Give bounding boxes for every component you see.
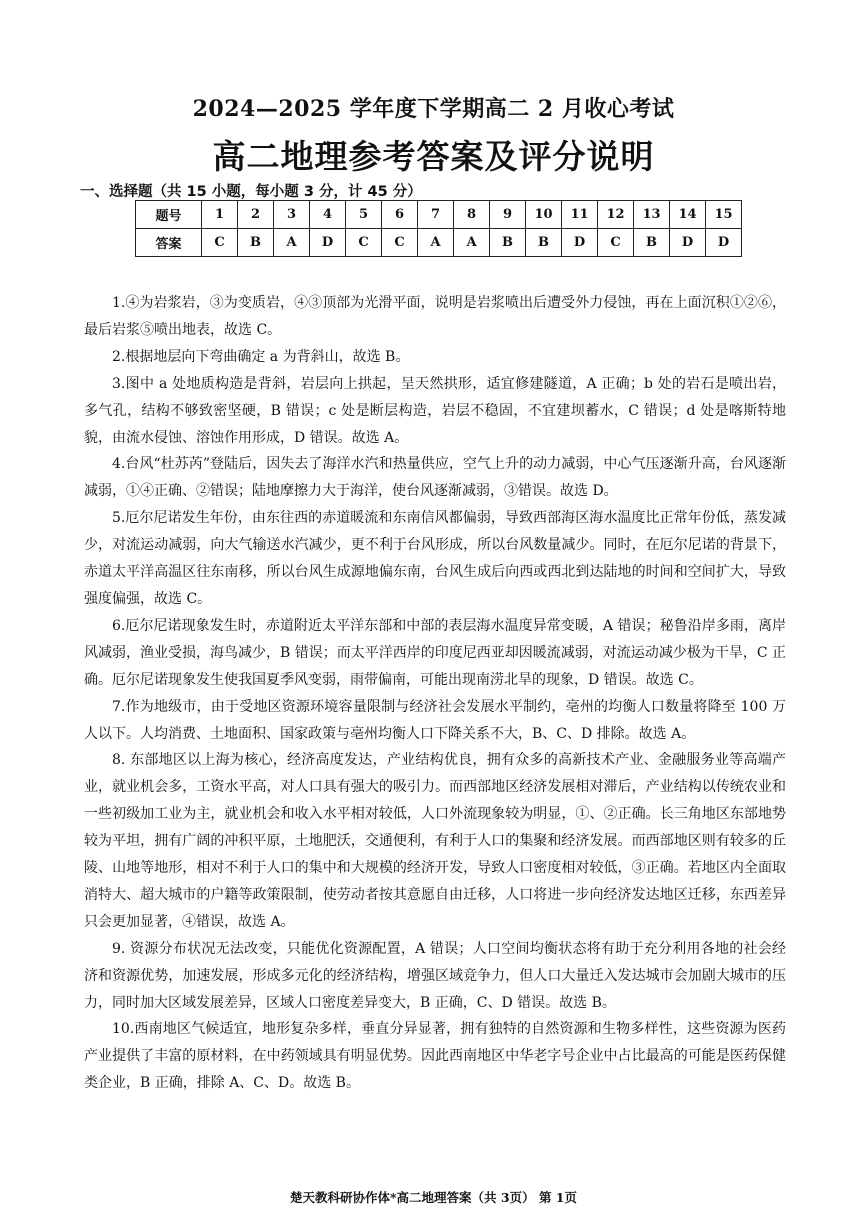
explanation-paragraph: 7.作为地级市，由于受地区资源环境容量限制与经济社会发展水平制约，亳州的均衡人口数量将降至 100 万人以下。人均消费、土地面积、国家政策与亳州均衡人口下降关系不大，B、C、D 排除。故选 A。	[84, 698, 786, 742]
row-label-answer: 答案	[136, 229, 202, 257]
explanations	[84, 290, 786, 1097]
question-number: 14	[670, 201, 706, 229]
answer-letter: A	[274, 229, 310, 257]
question-number: 4	[310, 201, 346, 229]
answer-letter: C	[598, 229, 634, 257]
question-number: 3	[274, 201, 310, 229]
document-title: 高二地理参考答案及评分说明	[212, 137, 655, 176]
section-heading: 一、选择题（共 15 小题，每小题 3 分，计 45 分）	[80, 184, 422, 200]
answer-letter: A	[454, 229, 490, 257]
answer-letter: B	[490, 229, 526, 257]
answer-letter: A	[418, 229, 454, 257]
question-number: 6	[382, 201, 418, 229]
explanation-paragraph: 5.厄尔尼诺发生年份，由东往西的赤道暖流和东南信风都偏弱，导致西部海区海水温度比正常年份低，蒸发减少，对流运动减弱，向大气输送水汽减少，更不利于台风形成，所以台风数量减少。同时，在厄尔尼诺的背景下，赤道太平洋高温区往东南移，所以台风生成源地偏东南，台风生成后向西或西北到达陆地的时间和空间扩大，导致强度偏强，故选 C。	[84, 510, 786, 607]
question-number: 7	[418, 201, 454, 229]
answer-letter: B	[634, 229, 670, 257]
answer-letter: C	[346, 229, 382, 257]
explanation-paragraph: 4.台风“杜苏芮”登陆后，因失去了海洋水汽和热量供应，空气上升的动力减弱，中心气压逐渐升高，台风逐渐减弱，①④正确、②错误；陆地摩擦力大于海洋，使台风逐渐减弱，③错误。故选 D。	[84, 456, 786, 500]
question-number: 15	[706, 201, 742, 229]
page-footer: 楚天教科研协作体*高二地理答案（共 3页） 第 1页	[290, 1190, 577, 1205]
question-number: 12	[598, 201, 634, 229]
answer-letter: C	[382, 229, 418, 257]
question-number: 13	[634, 201, 670, 229]
question-number-row	[136, 201, 742, 229]
explanation-paragraph: 8. 东部地区以上海为核心，经济高度发达，产业结构优良，拥有众多的高新技术产业、金融服务业等高端产业，就业机会多，工资水平高，对人口具有强大的吸引力。而西部地区经济发展相对滞后，产业结构以传统农业和一些初级加工业为主，就业机会和收入水平相对较低，人口外流现象较为明显，①、②正确。长三角地区东部地势较为平坦，拥有广阔的冲积平原，土地肥沃，交通便利，有利于人口的集聚和经济发展。而西部地区则有较多的丘陵、山地等地形，相对不利于人口的集中和大规模的经济开发，导致人口密度相对较低，③正确。若地区内全面取消特大、超大城市的户籍等政策限制，使劳动者按其意愿自由迁移，人口将进一步向经济发达地区迁移，东西差异只会更加显著，④错误，故选 A。	[84, 752, 786, 930]
answer-table	[135, 200, 742, 257]
question-number: 10	[526, 201, 562, 229]
explanation-paragraph: 6.厄尔尼诺现象发生时，赤道附近太平洋东部和中部的表层海水温度异常变暖，A 错误；秘鲁沿岸多雨，离岸风减弱，渔业受损，海鸟减少，B 错误；而太平洋西岸的印度尼西亚却因暖流减弱，对流运动减少极为干旱，C 正确。厄尔尼诺现象发生使我国夏季风变弱，雨带偏南，可能出现南涝北旱的现象，D 错误。故选 C。	[84, 617, 786, 688]
question-number: 8	[454, 201, 490, 229]
row-label-question: 题号	[136, 201, 202, 229]
answer-letter: B	[238, 229, 274, 257]
question-number: 2	[238, 201, 274, 229]
exam-title: 2024—2025 学年度下学期高二 2 月收心考试	[192, 96, 675, 122]
question-number: 5	[346, 201, 382, 229]
answer-letter: C	[202, 229, 238, 257]
explanation-paragraph: 10.西南地区气候适宜，地形复杂多样，垂直分异显著，拥有独特的自然资源和生物多样性，这些资源为医药产业提供了丰富的原材料，在中药领域具有明显优势。因此西南地区中华老字号企业中占比最高的可能是医药保健类企业，B 正确，排除 A、C、D。故选 B。	[84, 1021, 786, 1092]
explanation-paragraph: 2.根据地层向下弯曲确定 a 为背斜山，故选 B。	[112, 348, 410, 365]
answer-letter: D	[310, 229, 346, 257]
question-number: 9	[490, 201, 526, 229]
answer-letter: B	[526, 229, 562, 257]
question-number: 1	[202, 201, 238, 229]
explanation-paragraph: 1.④为岩浆岩，③为变质岩，④③顶部为光滑平面，说明是岩浆喷出后遭受外力侵蚀，再在上面沉积①②⑥，最后岩浆⑤喷出地表，故选 C。	[84, 295, 786, 338]
answer-letter: D	[670, 229, 706, 257]
answer-letter: D	[562, 229, 598, 257]
explanation-paragraph: 3.图中 a 处地质构造是背斜，岩层向上拱起，呈天然拱形，适宜修建隧道，A 正确；b 处的岩石是喷出岩，多气孔，结构不够致密坚硬，B 错误；c 处是断层构造，岩层不稳固，不宜建坝蓄水，C 错误；d 处是喀斯特地貌，由流水侵蚀、溶蚀作用形成，D 错误。故选 A。	[84, 375, 786, 446]
answer-row	[136, 229, 742, 257]
explanation-paragraph: 9. 资源分布状况无法改变，只能优化资源配置，A 错误；人口空间均衡状态将有助于充分利用各地的社会经济和资源优势，加速发展，形成多元化的经济结构，增强区域竞争力，但人口大量迁入发达城市会加剧大城市的压力，同时加大区域发展差异，区域人口密度差异变大，B 正确，C、D 错误。故选 B。	[84, 940, 786, 1011]
answer-letter: D	[706, 229, 742, 257]
question-number: 11	[562, 201, 598, 229]
